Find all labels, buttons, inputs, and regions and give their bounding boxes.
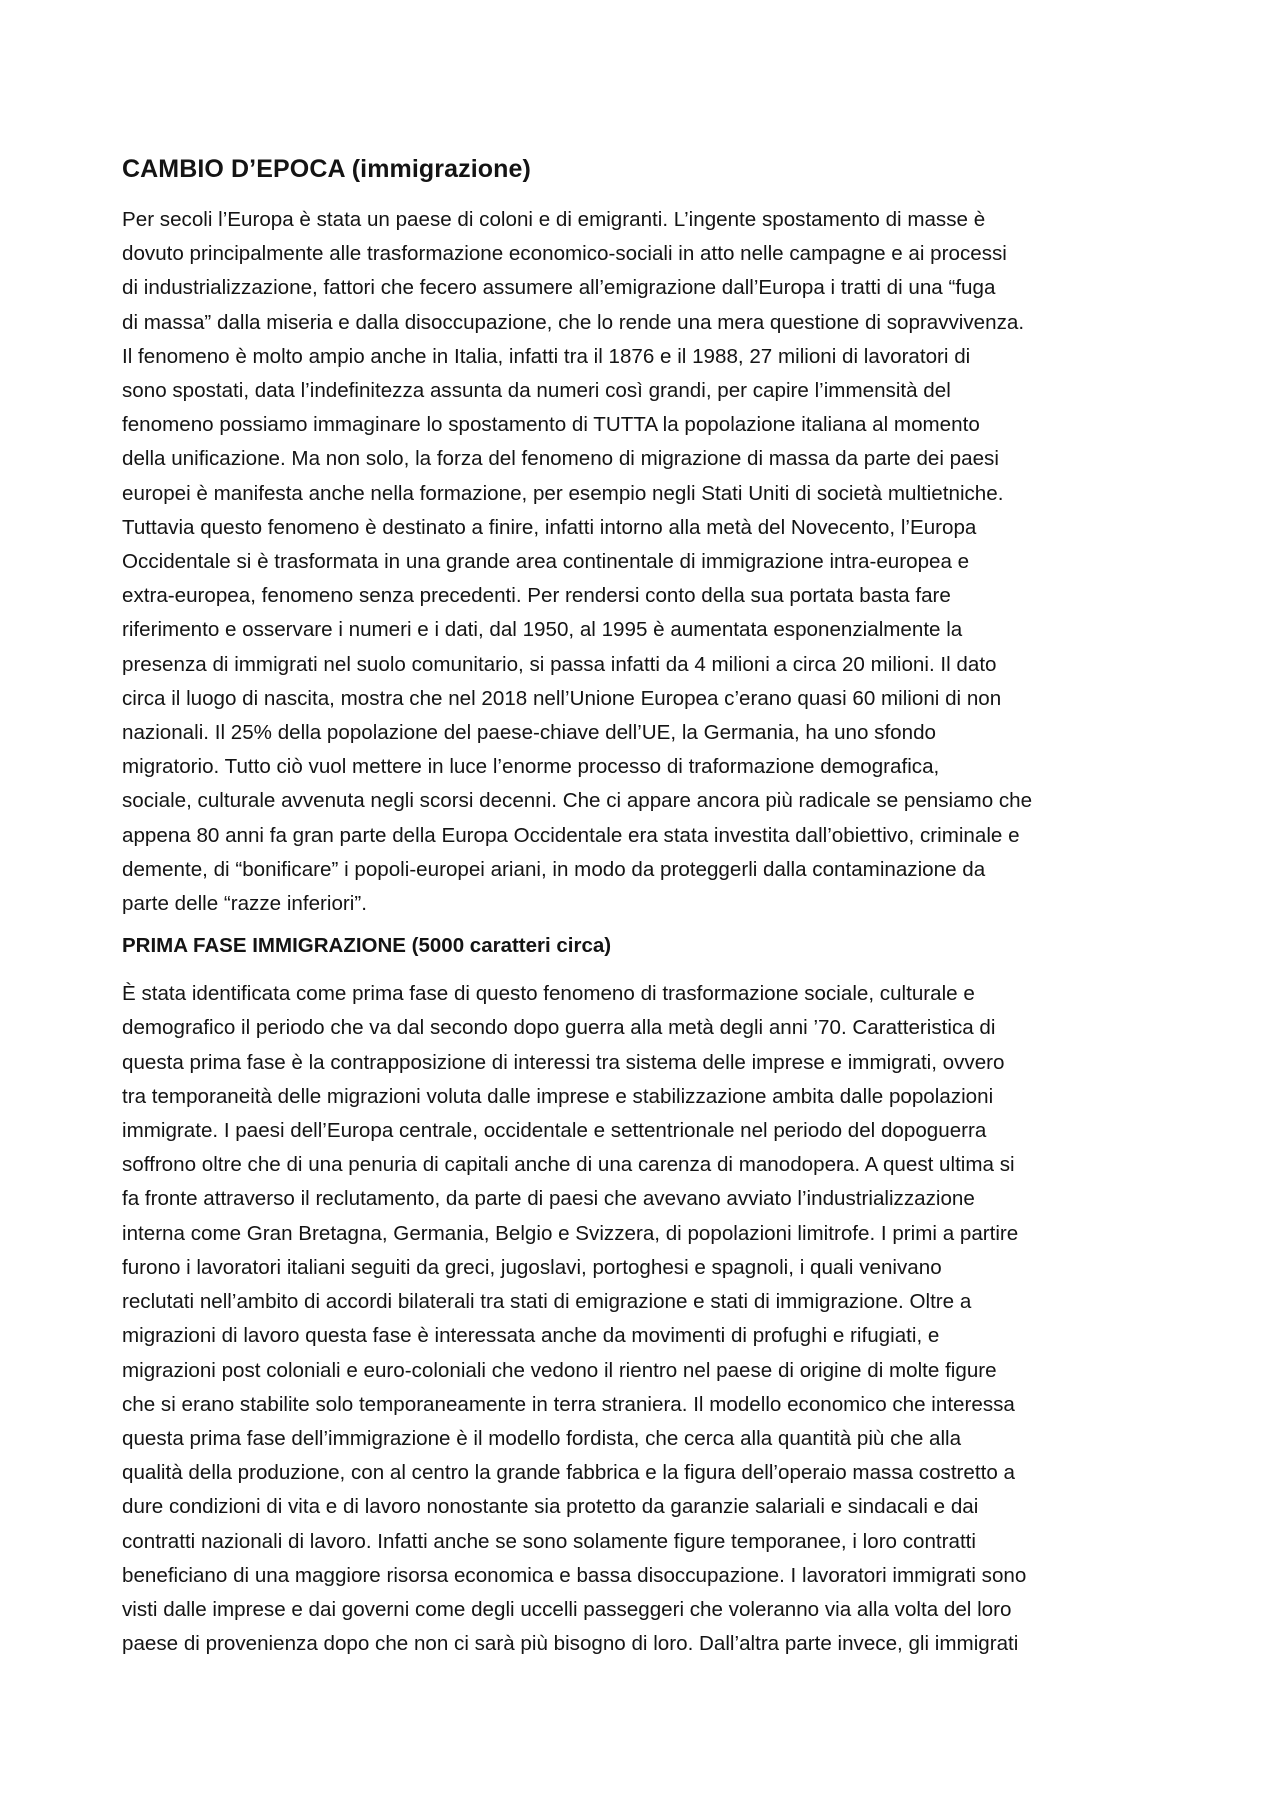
- text-line: È stata identificata come prima fase di questo fenomeno di trasformazione sociale, culturale e: [122, 982, 975, 1006]
- text-line: demografico il periodo che va dal secondo dopo guerra alla metà degli anni ’70. Caratteristica di: [122, 1016, 996, 1040]
- text-line: questa prima fase dell’immigrazione è il modello fordista, che cerca alla quantità più che alla: [122, 1426, 962, 1450]
- text-line: nazionali. Il 25% della popolazione del paese-chiave dell’UE, la Germania, ha uno sfondo: [122, 721, 936, 745]
- text-line: riferimento e osservare i numeri e i dati, dal 1950, al 1995 è aumentata esponenzialmente la: [122, 618, 963, 642]
- text-line: Per secoli l’Europa è stata un paese di coloni e di emigranti. L’ingente spostamento di masse è: [122, 208, 986, 231]
- text-line: fenomeno possiamo immaginare lo spostamento di TUTTA la popolazione italiana al momento: [122, 413, 980, 437]
- text-line: appena 80 anni fa gran parte della Europa Occidentale era stata investita dall’obiettivo, criminale e: [122, 823, 1020, 847]
- text-line: immigrate. I paesi dell’Europa centrale, occidentale e settentrionale nel periodo del dopoguerra: [122, 1119, 987, 1143]
- text-line: visti dalle imprese e dai governi come degli uccelli passeggeri che voleranno via alla volta del loro: [122, 1597, 1012, 1621]
- page-title: CAMBIO D’EPOCA (immigrazione): [122, 155, 531, 183]
- text-line: demente, di “bonificare” i popoli-europei ariani, in modo da proteggerli dalla contaminazione da: [122, 857, 986, 881]
- text-line: europei è manifesta anche nella formazione, per esempio negli Stati Uniti di società multietniche.: [122, 481, 1004, 505]
- text-line: paese di provenienza dopo che non ci sarà più bisogno di loro. Dall’altra parte invece, gli immigrati: [122, 1632, 1019, 1656]
- text-line: presenza di immigrati nel suolo comunitario, si passa infatti da 4 milioni a circa 20 milioni. Il dato: [122, 652, 997, 676]
- text-line: questa prima fase è la contrapposizione di interessi tra sistema delle imprese e immigrati, ovvero: [122, 1050, 1005, 1074]
- text-line: extra-europea, fenomeno senza precedenti. Per rendersi conto della sua portata basta fare: [122, 584, 951, 608]
- text-line: furono i lavoratori italiani seguiti da greci, jugoslavi, portoghesi e spagnoli, i quali venivano: [122, 1255, 942, 1279]
- text-line: interna come Gran Bretagna, Germania, Belgio e Svizzera, di popolazioni limitrofe. I primi a partire: [122, 1221, 1019, 1245]
- text-line: migrazioni post coloniali e euro-coloniali che vedono il rientro nel paese di origine di molte figure: [122, 1358, 997, 1382]
- text-line: dovuto principalmente alle trasformazione economico-sociali in atto nelle campagne e ai processi: [122, 242, 1007, 266]
- section-heading: PRIMA FASE IMMIGRAZIONE (5000 caratteri circa): [122, 934, 612, 958]
- text-line: dure condizioni di vita e di lavoro nonostante sia protetto da garanzie salariali e sindacali e dai: [122, 1495, 979, 1519]
- text-line: di industrializzazione, fattori che fecero assumere all’emigrazione dall’Europa i tratti di una “fuga: [122, 276, 996, 300]
- text-line: migratorio. Tutto ciò vuol mettere in luce l’enorme processo di traformazione demografica,: [122, 755, 940, 779]
- document-body: [122, 152, 1172, 1661]
- text-line: di massa” dalla miseria e dalla disoccupazione, che lo rende una mera questione di sopravvivenza.: [122, 310, 1025, 334]
- text-line: Tuttavia questo fenomeno è destinato a finire, infatti intorno alla metà del Novecento, l’Europa: [122, 515, 977, 539]
- text-line: migrazioni di lavoro questa fase è interessata anche da movimenti di profughi e rifugiati, e: [122, 1324, 940, 1348]
- text-line: qualità della produzione, con al centro la grande fabbrica e la figura dell’operaio massa costretto a: [122, 1461, 1015, 1485]
- text-line: circa il luogo di nascita, mostra che nel 2018 nell’Unione Europea c’erano quasi 60 milioni di non: [122, 686, 1002, 710]
- text-line: sociale, culturale avvenuta negli scorsi decenni. Che ci appare ancora più radicale se pensiamo che: [122, 789, 1033, 813]
- text-line: della unificazione. Ma non solo, la forza del fenomeno di migrazione di massa da parte dei paesi: [122, 447, 999, 471]
- text-line: che si erano stabilite solo temporaneamente in terra straniera. Il modello economico che interessa: [122, 1392, 1015, 1416]
- text-line: contratti nazionali di lavoro. Infatti anche se sono solamente figure temporanee, i loro contratti: [122, 1529, 976, 1553]
- text-line: soffrono oltre che di una penuria di capitali anche di una carenza di manodopera. A quest ultima si: [122, 1153, 1015, 1177]
- text-line: Il fenomeno è molto ampio anche in Italia, infatti tra il 1876 e il 1988, 27 milioni di lavoratori di: [122, 344, 971, 368]
- section-paragraph: [122, 977, 1172, 1661]
- text-line: Occidentale si è trasformata in una grande area continentale di immigrazione intra-europea e: [122, 550, 970, 574]
- text-line: fa fronte attraverso il reclutamento, da parte di paesi che avevano avviato l’industrializzazione: [122, 1187, 975, 1211]
- text-line: parte delle “razze inferiori”.: [122, 892, 367, 916]
- text-line: beneficiano di una maggiore risorsa economica e bassa disoccupazione. I lavoratori immigrati sono: [122, 1563, 1027, 1587]
- intro-paragraph: [122, 203, 1172, 921]
- text-line: reclutati nell’ambito di accordi bilaterali tra stati di emigrazione e stati di immigrazione. Oltre a: [122, 1290, 972, 1314]
- text-line: sono spostati, data l’indefinitezza assunta da numeri così grandi, per capire l’immensità del: [122, 379, 951, 403]
- text-line: tra temporaneità delle migrazioni voluta dalle imprese e stabilizzazione ambita dalle popolazioni: [122, 1084, 994, 1108]
